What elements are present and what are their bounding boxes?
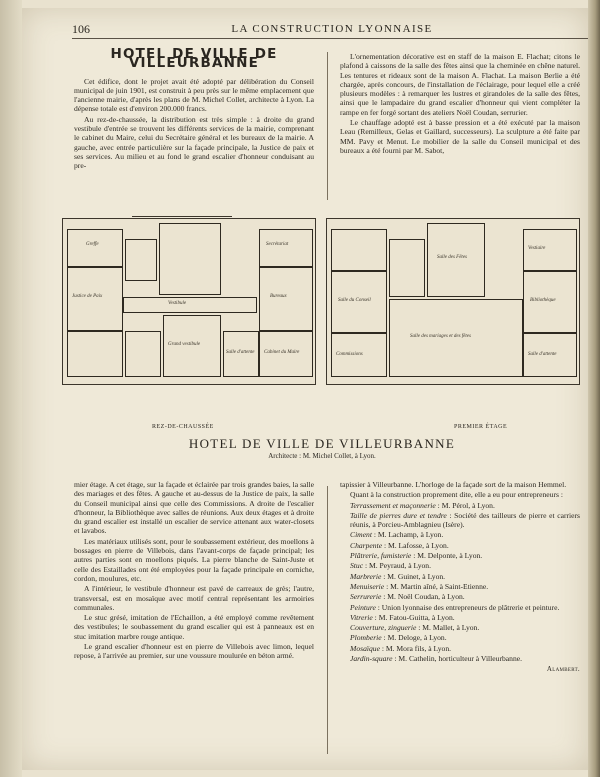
room bbox=[67, 331, 123, 377]
paragraph: Le chauffage adopté est à basse pression et a été exécuté par la maison Leau (Remilleux, Gelas et Gaillard, successeurs). La sculpture a été faite par MM. Pavy et Menut. Le mobilier de la salle du Conseil municipal et des bureaux a été fourni par M. Sabot, bbox=[340, 118, 580, 155]
paragraph: mier étage. A cet étage, sur la façade et éclairée par trois grandes baies, la salle des mariages et des fêtes. A gauche et au-dessus de la Justice de paix, la salle du Conseil municipal ainsi que celle des Commissions. A droite de l'escalier d'honneur, la Bibliothèque avec salles de réunions. Aux deux étages et à droite du grand escalier est installé un escalier de service attenant aux water-closets et lavabos. bbox=[74, 480, 314, 536]
contractor-name: M. Mallet, à Lyon. bbox=[422, 623, 480, 633]
contractor-trade: Stuc bbox=[350, 561, 364, 571]
room bbox=[331, 229, 387, 271]
figure-architect: Architecte : M. Michel Collet, à Lyon. bbox=[268, 452, 376, 460]
room bbox=[125, 331, 161, 377]
contractor-line: Couverture, zinguerie : M. Mallet, à Lyon. bbox=[350, 623, 480, 633]
contractor-trade: Menuiserie bbox=[350, 581, 385, 591]
contractor-line: Plomberie : M. Deloge, à Lyon. bbox=[350, 633, 447, 643]
room bbox=[389, 299, 523, 377]
contractor-line: Menuiserie : M. Martin aîné, à Saint-Etienne. bbox=[350, 581, 489, 591]
paragraph: Le stuc grésé, imitation de l'Echaillon, a été employé comme revêtement des vestibules; le soubassement du grand escalier qui est à panneaux est en stuc imitation marbre rouge antique. bbox=[74, 613, 314, 641]
contractor-name: M. Delponte, à Lyon. bbox=[417, 551, 483, 561]
contractor-line: Mosaïque : M. Mora fils, à Lyon. bbox=[350, 643, 452, 653]
contractor-name: M. Lachamp, à Lyon. bbox=[377, 530, 444, 540]
room-label: Salle d'attente bbox=[528, 352, 557, 357]
room-label: Vestiaire bbox=[528, 246, 546, 251]
contractor-trade: Serrurerie bbox=[350, 592, 382, 602]
contractor-trade: Vitrerie bbox=[350, 612, 373, 622]
plan-first-floor bbox=[326, 218, 580, 385]
contractor-name: M. Cathelin, horticulteur à Villeurbanne. bbox=[398, 654, 523, 664]
room bbox=[223, 331, 259, 377]
binding-edge-left bbox=[0, 0, 22, 777]
column-bottom-left bbox=[74, 480, 314, 662]
room bbox=[123, 297, 257, 313]
contractor-name: M. Peyraud, à Lyon. bbox=[369, 561, 432, 571]
room bbox=[67, 229, 123, 267]
author-signature: Alambert. bbox=[546, 665, 580, 674]
contractor-line: Serrurerie : M. Noël Coudan, à Lyon. bbox=[350, 592, 465, 602]
room bbox=[259, 331, 313, 377]
column-rule bbox=[327, 52, 328, 200]
contractor-name: M. Pérol, à Lyon. bbox=[441, 500, 495, 510]
column-top-left bbox=[74, 48, 314, 172]
contractor-name: M. Fatou-Guitta, à Lyon. bbox=[378, 612, 455, 622]
contractor-name: M. Guinet, à Lyon. bbox=[387, 571, 446, 581]
contractor-trade: Plâtrerie, fumisterie bbox=[350, 551, 412, 561]
contractor-name: M. Deloge, à Lyon. bbox=[387, 633, 447, 643]
contractor-trade: Jardin-square bbox=[350, 654, 393, 664]
contractor-line: Charpente : M. Lafosse, à Lyon. bbox=[350, 540, 449, 550]
contractor-trade: Taille de pierres dure et tendre bbox=[350, 510, 447, 520]
paragraph: L'ornementation décorative est en staff de la maison E. Flachat; citons le plafond à caissons de la salle des fêtes ainsi que la cheminée en chêne naturel. Les tentures et rideaux sont de la maison A. Flachat. La maison Berlie a été chargée, après concours, de l'installation de l'éclairage, pour lequel elle a créé plusieurs modèles : à remarquer les lustres et girandoles de la salle des fêtes, ainsi que le lampadaire du grand escalier d'honneur qui vient compléter la rampe en fer forgé sortant des ateliers Noël Coudan, serrurier. bbox=[340, 52, 580, 117]
room-label: Vestibule bbox=[168, 301, 187, 306]
contractor-line: Plâtrerie, fumisterie : M. Delponte, à Lyon. bbox=[350, 551, 483, 561]
contractor-name: M. Mora fils, à Lyon. bbox=[385, 643, 452, 653]
contractor-list bbox=[340, 501, 580, 664]
contractor-line: Taille de pierres dure et tendre : Société des tailleurs de pierre et carriers réunis, à Porcieu-Amblagnieu (Isère). bbox=[350, 510, 580, 530]
article-title: HOTEL DE VILLE DE VILLEURBANNE bbox=[110, 46, 278, 72]
contractor-line: Jardin-square : M. Cathelin, horticulteur à Villeurbanne. bbox=[350, 654, 523, 664]
room-label: Salle du Conseil bbox=[338, 298, 371, 303]
contractor-line: Stuc : M. Peyraud, à Lyon. bbox=[350, 561, 432, 571]
room bbox=[331, 271, 387, 333]
scale-bar bbox=[132, 212, 232, 217]
contractor-name: Société des tailleurs de pierre et carriers réunis, à Porcieu-Amblagnieu (Isère). bbox=[350, 510, 580, 530]
magazine-page bbox=[22, 8, 588, 770]
paragraph: Cet édifice, dont le projet avait été adopté par délibération du Conseil municipal de juin 1901, est construit à peu près sur le même emplacement que l'ancienne mairie, d'après les plans de M. Michel Collet, architecte à Lyon. La dépense totale est d'environ 200.000 francs. bbox=[74, 76, 314, 114]
running-head bbox=[72, 22, 592, 39]
room-label: Salle des mariages et des fêtes bbox=[410, 334, 471, 339]
room bbox=[67, 267, 123, 331]
contractor-trade: Terrassement et maçonnerie bbox=[350, 500, 436, 510]
room-label: Secrétariat bbox=[266, 242, 289, 247]
figure-caption: HOTEL DE VILLE DE VILLEURBANNE bbox=[188, 436, 456, 451]
contractor-trade: Plomberie bbox=[350, 633, 382, 643]
room bbox=[125, 239, 157, 281]
room-label: Justice de Paix bbox=[72, 294, 103, 299]
contractor-line: Terrassement et maçonnerie : M. Pérol, à Lyon. bbox=[350, 500, 495, 510]
paragraph: Le grand escalier d'honneur est en pierre de Villebois avec limon, lequel repose, à l'arrivée au premier, sur une voussure moulurée en béton armé. bbox=[74, 642, 314, 661]
room bbox=[163, 315, 221, 377]
room bbox=[159, 223, 221, 295]
contractor-trade: Peinture bbox=[350, 602, 376, 612]
room-label: Bibliothèque bbox=[530, 298, 556, 303]
room-label: Grand vestibule bbox=[168, 342, 201, 347]
room bbox=[523, 229, 577, 271]
room-label: Salle des Fêtes bbox=[437, 255, 467, 260]
contractor-name: M. Lafosse, à Lyon. bbox=[387, 540, 449, 550]
contractor-line: Marbrerie : M. Guinet, à Lyon. bbox=[350, 571, 446, 581]
book-edge-right bbox=[588, 0, 600, 777]
paragraph: Quant à la construction proprement dite, elle a eu pour entrepreneurs : bbox=[350, 490, 563, 500]
contractor-trade: Ciment bbox=[350, 530, 372, 540]
floor-plans-figure bbox=[62, 218, 582, 458]
journal-title: LA CONSTRUCTION LYONNAISE bbox=[231, 23, 433, 35]
plan-label-ground: REZ-DE-CHAUSSÉE bbox=[152, 424, 214, 430]
contractor-line: Peinture : Union lyonnaise des entrepreneurs de plâtrerie et peinture. bbox=[350, 602, 560, 612]
plan-label-first: PREMIER ÉTAGE bbox=[454, 424, 508, 430]
room bbox=[259, 267, 313, 331]
contractor-trade: Charpente bbox=[350, 540, 383, 550]
column-top-right bbox=[340, 52, 580, 156]
contractor-trade: Mosaïque bbox=[350, 643, 380, 653]
room-label: Greffe bbox=[86, 242, 99, 247]
contractor-trade: Marbrerie bbox=[350, 571, 382, 581]
contractor-name: Union lyonnaise des entrepreneurs de plâtrerie et peinture. bbox=[381, 602, 560, 612]
room-label: Cabinet du Maire bbox=[264, 350, 300, 355]
contractor-name: M. Noël Coudan, à Lyon. bbox=[387, 592, 465, 602]
contractor-name: M. Martin aîné, à Saint-Etienne. bbox=[390, 581, 489, 591]
room bbox=[523, 271, 577, 333]
column-rule bbox=[327, 486, 328, 754]
contractor-line: Vitrerie : M. Fatou-Guitta, à Lyon. bbox=[350, 612, 455, 622]
room-label: Commissions bbox=[336, 352, 363, 357]
column-bottom-right bbox=[340, 480, 580, 675]
room bbox=[523, 333, 577, 377]
paragraph: A l'intérieur, le vestibule d'honneur est pavé de carreaux de grès; l'autre, transversal, est en mosaïque avec motif central représentant les armoiries communales. bbox=[74, 584, 314, 612]
room bbox=[389, 239, 425, 297]
room bbox=[331, 333, 387, 377]
paragraph: Au rez-de-chaussée, la distribution est très simple : à droite du grand vestibule d'entrée se trouvent les différents services de la mairie, comprenant le cabinet du Maire, celui du Secrétaire général et les bureaux de la mairie. A gauche, avec entrée particulière sur la façade principale, la Justice de paix et ses services. Au milieu et au fond le grand escalier d'honneur conduisant au pre- bbox=[74, 114, 314, 171]
room bbox=[427, 223, 485, 297]
room-label: Salle d'attente bbox=[226, 350, 255, 355]
contractor-trade: Couverture, zinguerie bbox=[350, 623, 417, 633]
paragraph: tapissier à Villeurbanne. L'horloge de la façade sort de la maison Hemmel. bbox=[340, 480, 567, 489]
contractor-line: Ciment : M. Lachamp, à Lyon. bbox=[350, 530, 444, 540]
page-number: 106 bbox=[72, 22, 90, 36]
room-label: Bureaux bbox=[270, 294, 287, 299]
room bbox=[259, 229, 313, 267]
paragraph: Les matériaux utilisés sont, pour le soubassement extérieur, des moellons à bossages en pierre de Villebois, dans l'avant-corps de façade principal; les autres parties sont en moellons piqués. La pierre blanche de Saint-Juste et celle des Estaillades ont été employées pour la façade principale en corniche, cordon, moulures, etc. bbox=[74, 536, 314, 583]
plan-ground-floor bbox=[62, 218, 316, 385]
